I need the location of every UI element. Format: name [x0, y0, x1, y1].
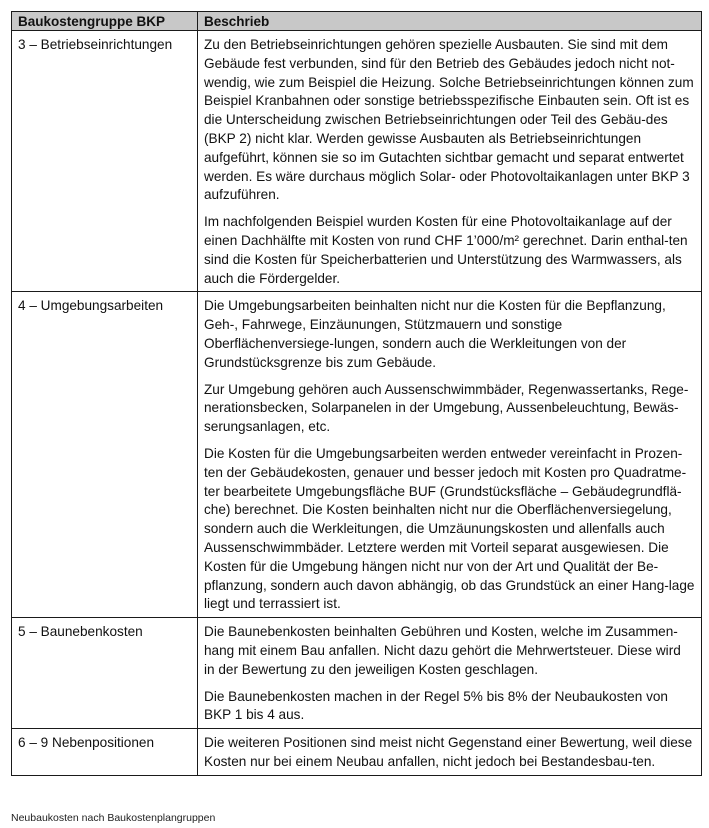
description-paragraph: Die Umgebungsarbeiten beinhalten nicht nur die Kosten für die Bepflanzung, Geh-, Fahrwege, Einzäunungen, Stützmauern und sonstige Oberflächenversiege-lungen, sondern auch die Werkleitungen von der Grundstücksgrenze bis zum Gebäude.	[204, 298, 666, 370]
description-paragraph: Die Baunebenkosten beinhalten Gebühren und Kosten, welche im Zusammen-hang mit einem Bau anfallen. Nicht dazu gehört die Mehrwertsteuer. Diese wird in der Bewertung zu den jeweiligen Kosten geschlagen.	[204, 624, 681, 677]
table-row	[12, 618, 702, 729]
description-paragraph: Die weiteren Positionen sind meist nicht Gegenstand einer Bewertung, weil diese Kosten nur bei einem Neubau anfallen, nicht jedoch bei Bestandesbau-ten.	[204, 735, 693, 769]
table-row	[12, 292, 702, 618]
row-description	[198, 31, 702, 292]
row-group-label: 5 – Baunebenkosten	[12, 618, 198, 729]
table-header-row	[12, 12, 702, 31]
row-description	[198, 729, 702, 776]
description-paragraph: Zur Umgebung gehören auch Aussenschwimmbäder, Regenwassertanks, Rege-nerationsbecken, Solarpanelen in der Umgebung, Aussenbeleuchtung, Bewäs-serungsanlagen, etc.	[204, 381, 689, 435]
description-paragraph: Die Kosten für die Umgebungsarbeiten werden entweder vereinfacht in Prozen-ten der Gebäudekosten, genauer und besser jedoch mit Kosten pro Quadratme-ter bearbeitete Umgebungsfläche BUF (Grundstücksfläche – Gebäudegrundflä-che) berechnet. Die Kosten beinhalten nicht nur die Oberflächenversiegelung, sondern auch die Werkleitungen, die Umzäunungskosten und allenfalls auch Aussenschwimmbäder. Letztere werden mit Vorteil separat ausgewiesen. Die Kosten für die Umgebung hängen nicht nur von der Art und Qualität der Be-pflanzung, sondern auch davon abhängig, ob das Grundstück an einer Hang-lage liegt und terrassiert ist.	[204, 445, 695, 612]
row-group-label: 4 – Umgebungsarbeiten	[12, 292, 198, 618]
description-paragraph: Zu den Betriebseinrichtungen gehören spezielle Ausbauten. Sie sind mit dem Gebäude fest verbunden, sind für den Betrieb des Gebäudes jedoch nicht not-wendig, wie zum Beispiel die Heizung. Solche Betriebseinrichtungen können zum Beispiel Kranbahnen oder sonstige betriebsspezifische Einbauten sein. Oft ist es die Unterscheidung zwischen Betriebseinrichtungen oder Teil des Gebäu-des (BKP 2) nicht klar. Werden gewisse Ausbauten als Betriebseinrichtungen aufgeführt, können sie so im Gutachten sichtbar gemacht und separat entwertet werden. Es wäre durchaus möglich Solar- oder Photovoltaikanlagen unter BKP 3 aufzuführen.	[204, 37, 694, 203]
row-group-label: 3 – Betriebseinrichtungen	[12, 31, 198, 292]
cost-group-table	[11, 11, 702, 776]
header-description: Beschrieb	[198, 12, 702, 31]
cost-group-table-container	[11, 11, 701, 776]
table-caption: Neubaukosten nach Baukostenplangruppen	[11, 812, 216, 824]
description-paragraph: Im nachfolgenden Beispiel wurden Kosten für eine Photovoltaikanlage auf der einen Dachhälfte mit Kosten von rund CHF 1’000/m² gerechnet. Darin enthal-ten sind die Kosten für Speicherbatterien und Unterstützung des Warmwassers, als auch die Fördergelder.	[204, 214, 688, 286]
header-cost-group: Baukostengruppe BKP	[12, 12, 198, 31]
description-paragraph: Die Baunebenkosten machen in der Regel 5% bis 8% der Neubaukosten von BKP 1 bis 4 aus.	[204, 688, 668, 723]
table-row	[12, 729, 702, 776]
row-group-label: 6 – 9 Nebenpositionen	[12, 729, 198, 776]
table-row	[12, 31, 702, 292]
row-description	[198, 292, 702, 618]
row-description	[198, 618, 702, 729]
